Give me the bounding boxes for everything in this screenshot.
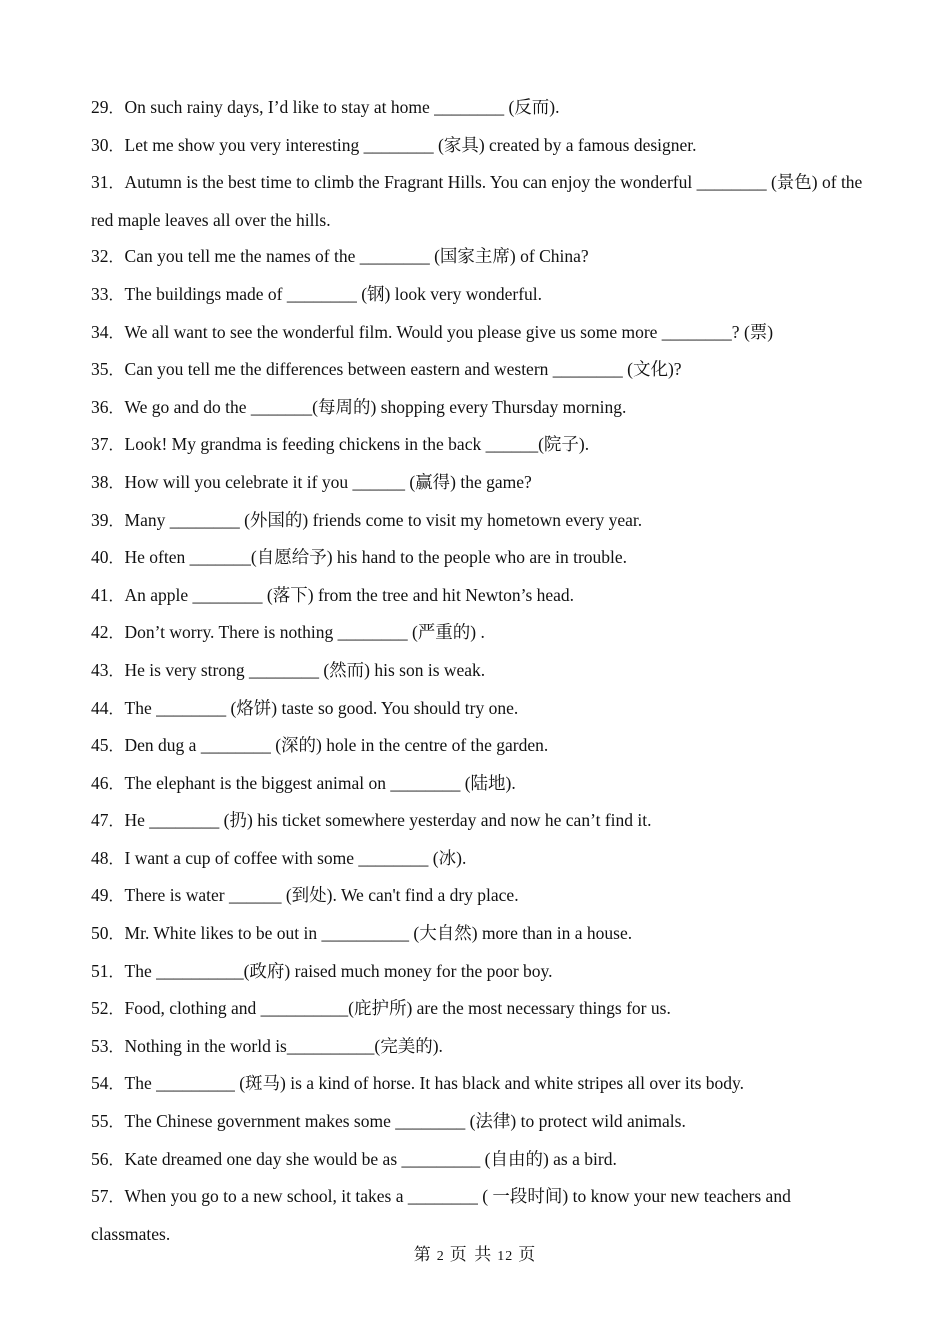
question-text: Many ________ (外国的) friends come to visit my hometown every year.	[124, 509, 643, 530]
footer-suffix: 页	[518, 1245, 537, 1265]
question-item	[91, 1065, 866, 1103]
question-text: Mr. White likes to be out in __________ (大自然) more than in a house.	[124, 923, 633, 944]
question-number: 49 ．	[91, 885, 125, 905]
question-item	[91, 690, 866, 728]
question-item	[91, 127, 866, 165]
question-item	[91, 577, 866, 615]
question-item	[91, 765, 866, 803]
question-item	[91, 238, 866, 276]
question-text: The __________(政府) raised much money for the poor boy.	[124, 960, 553, 981]
question-text: We all want to see the wonderful film. Would you please give us some more ________? (票)	[124, 321, 774, 342]
question-text: The _________ (斑马) is a kind of horse. It has black and white stripes all over its body.	[124, 1073, 745, 1094]
question-number: 51 ．	[91, 961, 125, 981]
question-text: Den dug a ________ (深的) hole in the centre of the garden.	[124, 735, 549, 756]
question-item	[91, 276, 866, 314]
question-text: Can you tell me the differences between eastern and western ________ (文化)?	[124, 359, 682, 380]
question-text: When you go to a new school, it takes a ________ ( 一段时间) to know your new teachers and classmates.	[91, 1186, 791, 1244]
question-item	[91, 802, 866, 840]
question-item	[91, 539, 866, 577]
question-item	[91, 89, 866, 127]
question-item	[91, 502, 866, 540]
current-page-number: 2	[436, 1249, 445, 1264]
question-item	[91, 426, 866, 464]
question-text: Nothing in the world is__________(完美的).	[124, 1035, 443, 1056]
question-number: 33 ．	[91, 284, 125, 304]
page-footer	[0, 1240, 950, 1265]
question-number: 38 ．	[91, 472, 125, 492]
question-text: Don’t worry. There is nothing ________ (严重的) .	[124, 622, 485, 643]
question-text: I want a cup of coffee with some ________ (冰).	[124, 847, 467, 868]
question-number: 41 ．	[91, 585, 125, 605]
question-text: Can you tell me the names of the ________ (国家主席) of China?	[124, 246, 589, 267]
question-item	[91, 1141, 866, 1179]
question-item	[91, 389, 866, 427]
footer-middle: 页 共	[449, 1245, 493, 1265]
question-text: Food, clothing and __________(庇护所) are the most necessary things for us.	[124, 998, 671, 1019]
question-number: 56 ．	[91, 1149, 125, 1169]
question-number: 57 ．	[91, 1186, 125, 1206]
question-text: Look! My grandma is feeding chickens in the back ______(院子).	[124, 434, 590, 455]
question-text: He ________ (扔) his ticket somewhere yesterday and now he can’t find it.	[124, 810, 652, 831]
question-text: Autumn is the best time to climb the Fragrant Hills. You can enjoy the wonderful ________ (景色) of the red maple leaves all over the hills.	[91, 172, 863, 230]
question-item	[91, 464, 866, 502]
question-text: How will you celebrate it if you ______ (赢得) the game?	[124, 471, 532, 492]
question-number: 29 ．	[91, 97, 125, 117]
question-item	[91, 1028, 866, 1066]
question-text: Kate dreamed one day she would be as _________ (自由的) as a bird.	[124, 1148, 617, 1169]
question-item	[91, 652, 866, 690]
question-number: 34 ．	[91, 322, 125, 342]
question-text: The elephant is the biggest animal on ________ (陆地).	[124, 772, 516, 793]
question-item	[91, 351, 866, 389]
question-number: 52 ．	[91, 998, 125, 1018]
question-number: 30 ．	[91, 135, 125, 155]
question-item	[91, 1103, 866, 1141]
question-number: 55 ．	[91, 1111, 125, 1131]
question-text: The buildings made of ________ (钢) look very wonderful.	[124, 283, 543, 304]
question-text: The ________ (烙饼) taste so good. You should try one.	[124, 697, 519, 718]
question-text: Let me show you very interesting ________ (家具) created by a famous designer.	[124, 134, 697, 155]
question-item	[91, 877, 866, 915]
question-number: 31 ．	[91, 172, 125, 192]
question-item	[91, 164, 866, 238]
question-number: 46 ．	[91, 773, 125, 793]
question-text: He often _______(自愿给予) his hand to the people who are in trouble.	[124, 547, 628, 568]
question-item	[91, 614, 866, 652]
question-number: 50 ．	[91, 923, 125, 943]
question-text: We go and do the _______(每周的) shopping every Thursday morning.	[124, 396, 627, 417]
question-text: There is water ______ (到处). We can't find a dry place.	[124, 885, 519, 906]
question-number: 32 ．	[91, 246, 125, 266]
question-number: 42 ．	[91, 622, 125, 642]
question-item	[91, 990, 866, 1028]
question-number: 40 ．	[91, 547, 125, 567]
question-number: 47 ．	[91, 810, 125, 830]
question-number: 48 ．	[91, 848, 125, 868]
question-number: 39 ．	[91, 510, 125, 530]
question-text: On such rainy days, I’d like to stay at home ________ (反而).	[124, 97, 560, 117]
question-item	[91, 314, 866, 352]
question-number: 54 ．	[91, 1073, 125, 1093]
question-number: 44 ．	[91, 698, 125, 718]
question-number: 53 ．	[91, 1036, 125, 1056]
question-number: 45 ．	[91, 735, 125, 755]
question-item	[91, 953, 866, 991]
question-number: 35 ．	[91, 359, 125, 379]
question-item	[91, 727, 866, 765]
question-item	[91, 915, 866, 953]
question-number: 43 ．	[91, 660, 125, 680]
question-text: He is very strong ________ (然而) his son is weak.	[124, 659, 486, 680]
question-text: The Chinese government makes some ________ (法律) to protect wild animals.	[124, 1111, 686, 1132]
question-item	[91, 840, 866, 878]
total-page-count: 12	[497, 1249, 514, 1264]
footer-prefix: 第	[413, 1245, 432, 1265]
question-number: 37 ．	[91, 434, 125, 454]
question-list	[91, 89, 866, 1252]
question-number: 36 ．	[91, 397, 125, 417]
question-text: An apple ________ (落下) from the tree and hit Newton’s head.	[124, 584, 575, 605]
